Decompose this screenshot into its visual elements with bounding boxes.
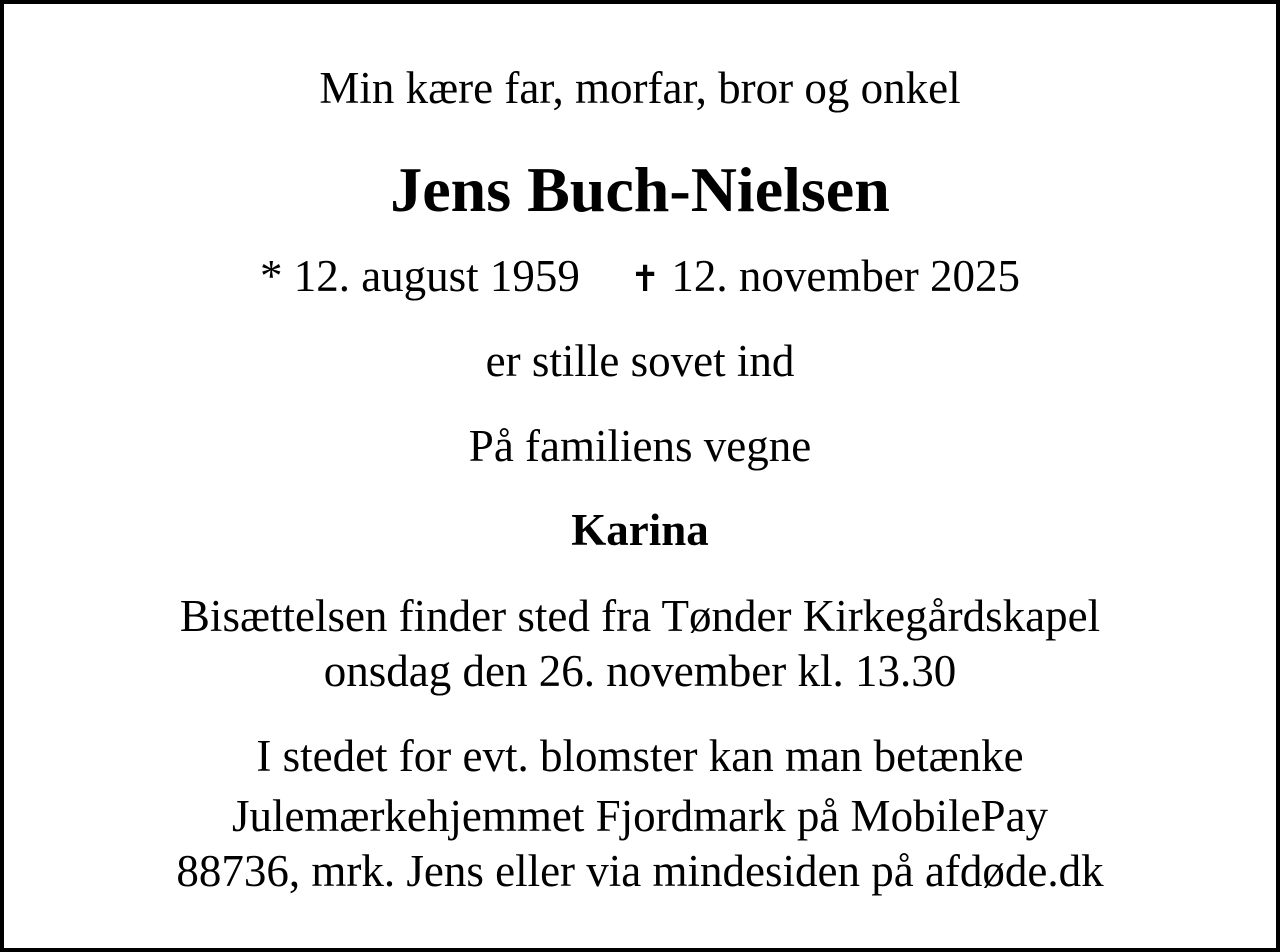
on-behalf-line: På familiens vegne: [468, 421, 812, 471]
dates-line: [4, 248, 1276, 308]
signer-name: Karina: [571, 505, 709, 555]
donation-line-3: 88736, mrk. Jens eller via mindesiden på afdøde.dk: [176, 846, 1104, 896]
donation-line-2: Julemærkehjemmet Fjordmark på MobilePay: [231, 791, 1049, 841]
intro-line: Min kære far, morfar, bror og onkel: [319, 63, 961, 113]
birth-symbol: *: [259, 251, 283, 301]
passed-line: er stille sovet ind: [485, 336, 795, 386]
funeral-line-1: Bisættelsen finder sted fra Tønder Kirkegårdskapel: [179, 591, 1101, 641]
funeral-line-2: onsdag den 26. november kl. 13.30: [323, 646, 957, 696]
birth-date: 12. august 1959: [293, 251, 580, 301]
donation-line-1: I stedet for evt. blomster kan man betænke: [256, 731, 1024, 781]
death-date: 12. november 2025: [671, 251, 1021, 301]
cross-icon: ✝: [629, 259, 661, 300]
deceased-name: Jens Buch-Nielsen: [390, 154, 890, 225]
